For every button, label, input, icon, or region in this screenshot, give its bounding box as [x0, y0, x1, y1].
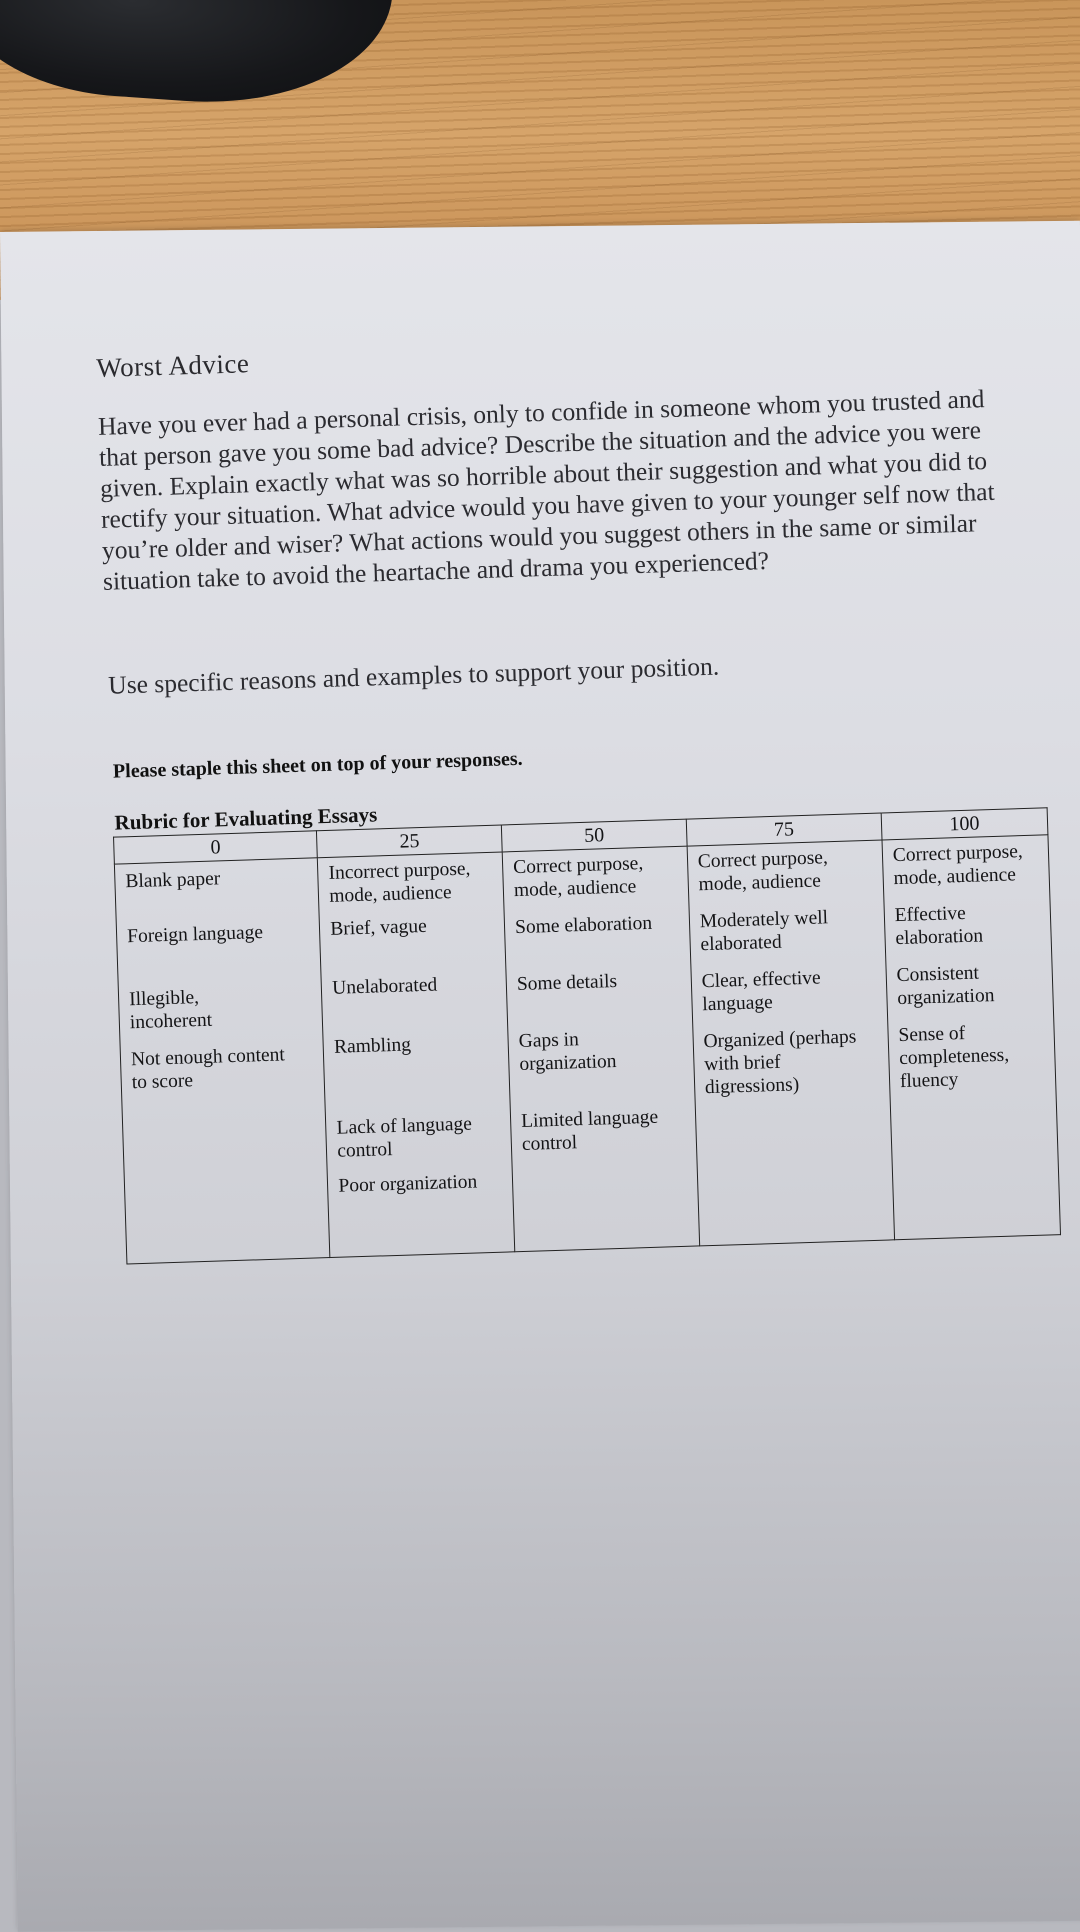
criterion: Organized (perhaps with brief digressions) — [703, 1026, 857, 1099]
essay-prompt: Have you ever had a personal crisis, only to confide in someone whom you trusted and that person gave you some bad advice? Describe the situation and the advice you were given. Explain exactly what was so horrible about their suggestion and what you did to rectify your situation. What advice would you have given to your younger self now that you’re older and wiser? What actions would you suggest others in the same or similar situation take to avoid the heartache and drama you experienced? — [97, 384, 996, 596]
criterion: Correct purpose, mode, audience — [892, 841, 1024, 890]
criterion: Moderately well elaborated — [699, 907, 829, 956]
staple-note: Please staple this sheet on top of your responses. — [112, 747, 523, 783]
criterion: Not enough content to score — [130, 1044, 286, 1094]
criterion: Clear, effective language — [701, 967, 821, 1016]
criterion: Blank paper — [125, 868, 221, 893]
rubric-column-50 — [502, 846, 699, 1252]
rubric-column-100 — [882, 835, 1061, 1240]
score-header: 50 — [501, 819, 686, 852]
rubric-column-25 — [318, 852, 515, 1258]
criterion: Limited language control — [520, 1106, 659, 1155]
criterion: Brief, vague — [330, 915, 428, 940]
criterion: Effective elaboration — [894, 902, 984, 950]
criterion: Sense of completeness, fluency — [898, 1023, 1010, 1093]
support-instruction: Use specific reasons and examples to support your position. — [107, 651, 720, 700]
paper-sheet — [0, 221, 1080, 1932]
score-header: 75 — [686, 813, 882, 846]
criterion: Some details — [516, 970, 618, 996]
computer-mouse — [0, 0, 395, 115]
criterion: Rambling — [333, 1034, 412, 1058]
rubric-column-0 — [114, 858, 330, 1264]
criterion: Consistent organization — [896, 962, 995, 1010]
criterion: Poor organization — [338, 1171, 478, 1197]
criterion: Unelaborated — [331, 974, 438, 999]
rubric-criteria-row — [114, 835, 1060, 1264]
document-title: Worst Advice — [95, 348, 250, 383]
criterion: Correct purpose, mode, audience — [697, 847, 829, 896]
rubric-title: Rubric for Evaluating Essays — [114, 802, 378, 835]
criterion: Foreign language — [126, 922, 264, 948]
score-header: 25 — [317, 825, 502, 858]
score-header: 0 — [114, 831, 318, 864]
criterion: Illegible, incoherent — [128, 987, 213, 1034]
criterion: Incorrect purpose, mode, audience — [328, 858, 471, 907]
rubric-table — [113, 807, 1061, 1264]
criterion: Correct purpose, mode, audience — [512, 853, 644, 902]
rubric-column-75 — [687, 840, 895, 1246]
criterion: Lack of language control — [336, 1113, 473, 1162]
criterion: Gaps in organization — [518, 1029, 617, 1076]
score-header: 100 — [881, 808, 1048, 840]
criterion: Some elaboration — [514, 912, 653, 939]
